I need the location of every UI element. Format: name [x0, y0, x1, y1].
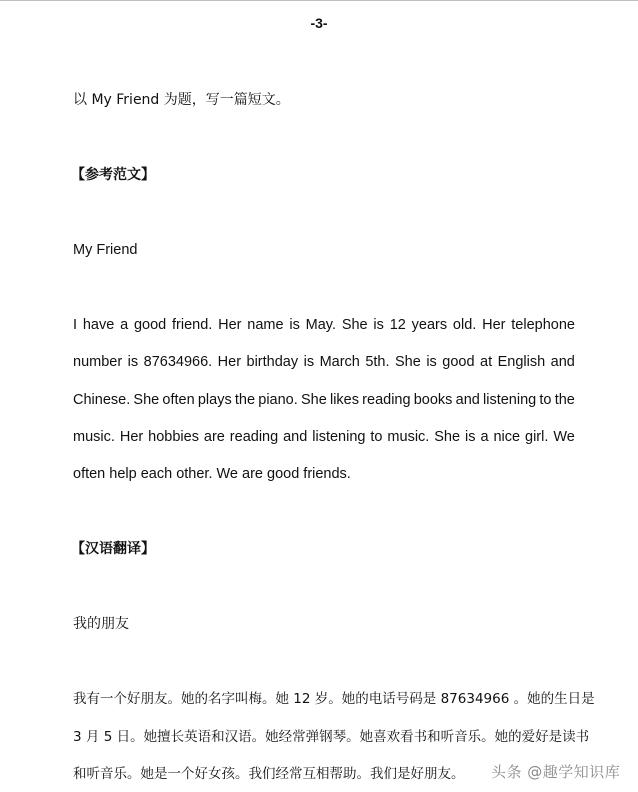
essay-line: often help each other. We are good friends.: [73, 466, 351, 482]
sample-essay-heading: 【参考范文】: [71, 167, 155, 183]
essay-line: I have a good friend. Her name is May. She is 12 years old. Her telephone: [73, 317, 575, 333]
writing-prompt: 以 My Friend 为题，写一篇短文。: [73, 92, 290, 108]
translation-title: 我的朋友: [73, 616, 129, 632]
essay-title: My Friend: [73, 242, 138, 258]
translation-line: 和听音乐。她是一个好女孩。我们经常互相帮助。我们是好朋友。: [73, 766, 465, 782]
page-number: -3-: [310, 15, 328, 31]
essay-line: Chinese. She often plays the piano. She likes reading books and listening to the: [73, 392, 575, 408]
translation-line: 我 有 一 个 好 朋 友 。 她 的 名 字 叫 梅 。 她 1 2 岁 。 她 的 电 话 号 码 是 8 7 6 3 4 9 6 6 。 她 的 生 日 是: [73, 691, 595, 707]
essay-line: music. Her hobbies are reading and listening to music. She is a nice girl. We: [73, 429, 575, 445]
translation-line: 3 月 5 日 。 她 擅 长 英 语 和 汉 语 。 她 经 常 弹 钢 琴 。 她 喜 欢 看 书 和 听 音 乐 。 她 的 爱 好 是 读 书: [73, 729, 590, 745]
top-border: [0, 0, 638, 1]
watermark: 头条 @趣学知识库: [491, 763, 621, 781]
translation-heading: 【汉语翻译】: [71, 541, 155, 557]
essay-line: number is 87634966. Her birthday is March 5th. She is good at English and: [73, 354, 575, 370]
